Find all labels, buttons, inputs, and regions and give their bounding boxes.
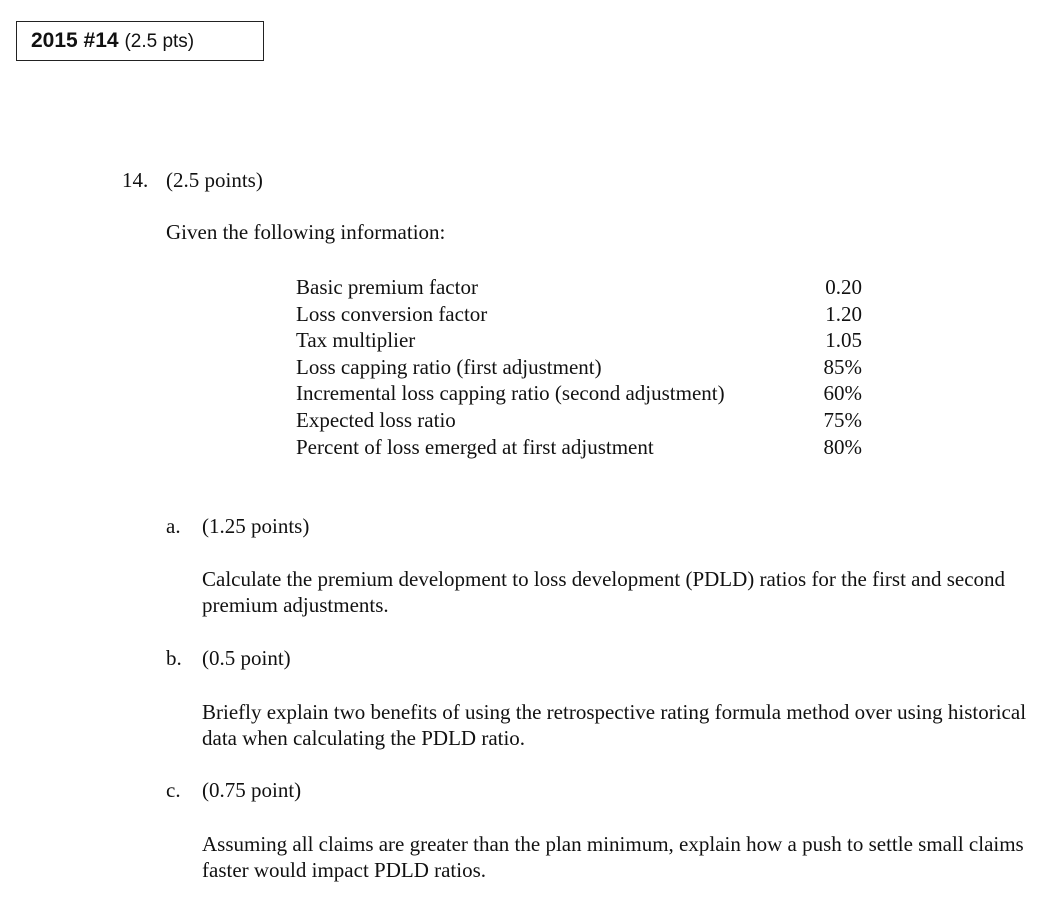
part-a-points: (1.25 points) [202, 514, 310, 538]
info-value: 80% [823, 434, 862, 459]
question-total-points: (2.5 pts) [124, 31, 195, 52]
question-number: 14. [122, 168, 149, 192]
question-id: 2015 #14 [31, 29, 119, 52]
part-c-points: (0.75 point) [202, 778, 302, 802]
info-label: Incremental loss capping ratio (second adjustment) [296, 381, 725, 406]
info-value: 85% [823, 354, 862, 379]
info-label: Tax multiplier [296, 328, 416, 353]
info-row [296, 434, 862, 461]
question-intro: Given the following information: [166, 220, 446, 244]
part-c-letter: c. [166, 778, 181, 802]
part-b-letter: b. [166, 646, 182, 670]
info-row [296, 274, 862, 301]
info-label: Basic premium factor [296, 275, 478, 299]
info-label: Expected loss ratio [296, 407, 456, 432]
info-value: 1.05 [825, 328, 862, 353]
info-label: Loss conversion factor [296, 301, 488, 326]
info-label: Loss capping ratio (first adjustment) [296, 354, 602, 379]
question-header-box [16, 21, 264, 61]
info-row [296, 380, 862, 407]
given-information-table [296, 274, 862, 460]
part-b-points: (0.5 point) [202, 646, 291, 670]
info-row [296, 354, 862, 381]
part-a-letter: a. [166, 514, 181, 538]
info-value: 0.20 [825, 275, 862, 299]
part-b-text: Briefly explain two benefits of using the retrospective rating formula method over using historical data when calculating the PDLD ratio. [202, 700, 1027, 750]
part-a-text: Calculate the premium development to loss development (PDLD) ratios for the first and second premium adjustments. [202, 567, 1006, 617]
part-c-text: Assuming all claims are greater than the plan minimum, explain how a push to settle small claims faster would impact PDLD ratios. [202, 832, 1024, 882]
info-value: 75% [823, 407, 862, 432]
question-points: (2.5 points) [166, 168, 263, 192]
info-row [296, 407, 862, 434]
info-value: 60% [823, 381, 862, 406]
info-label: Percent of loss emerged at first adjustment [296, 434, 654, 459]
info-row [296, 301, 862, 328]
info-value: 1.20 [825, 301, 862, 326]
info-row [296, 327, 862, 354]
